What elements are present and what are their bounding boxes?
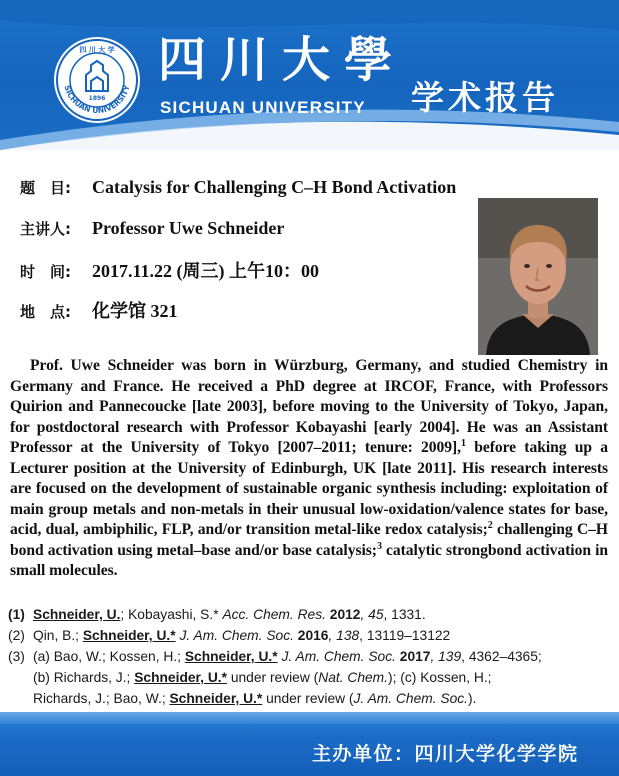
reference-journal: Acc. Chem. Res. [222, 607, 326, 622]
reference-pages: , 1331. [383, 607, 426, 622]
reference-year: 2016 [293, 628, 329, 643]
time-value: 2017.11.22 (周三) 上午10：00 [92, 261, 319, 281]
reference-number: (1) [8, 607, 25, 622]
svg-text:1896: 1896 [88, 95, 106, 102]
reference-volume: , 138 [328, 628, 360, 643]
reference-volume: , 45 [360, 607, 384, 622]
reference-year: 2012 [325, 607, 361, 622]
university-logo [52, 35, 142, 125]
svg-text:SICHUAN UNIVERSITY: SICHUAN UNIVERSITY [62, 84, 132, 116]
speaker-portrait [478, 198, 598, 355]
reference-author: Schneider, U.* [82, 628, 176, 643]
university-name-cn: 四川大學 [158, 32, 407, 88]
speaker-value: Professor Uwe Schneider [92, 218, 285, 238]
reference-author: Schneider, U. [33, 607, 121, 622]
reference-pages: , 4362–4365; [461, 649, 542, 664]
reference-authors-pre: (a) Bao, W.; Kossen, H.; [33, 649, 185, 664]
place-row [20, 297, 178, 323]
place-value: 化学馆 321 [92, 301, 178, 321]
reference-authors-pre: Qin, B.; [33, 628, 83, 643]
event-type-title: 学术报告 [411, 78, 559, 117]
speaker-row [20, 218, 284, 239]
reference-journal: J. Am. Chem. Soc. [353, 691, 469, 706]
talk-title-row [20, 177, 456, 198]
time-label: 时 间: [20, 263, 71, 281]
reference-authors-rest: ; Kobayashi, S.* [120, 607, 223, 622]
reference-part-b [33, 667, 613, 688]
place-label: 地 点: [20, 303, 71, 321]
svg-text:四 川 大 学: 四 川 大 学 [79, 46, 115, 54]
reference-year: 2017 [395, 649, 431, 664]
reference-item [8, 625, 613, 646]
speaker-biography [10, 356, 608, 582]
reference-number: (3) [8, 649, 25, 664]
reference-part-c-start: ); (c) Kossen, H.; [388, 670, 492, 685]
reference-volume: , 139 [430, 649, 462, 664]
speaker-label: 主讲人: [20, 220, 71, 238]
reference-authors-pre: Richards, J.; Bao, W.; [33, 691, 170, 706]
reference-journal: Nat. Chem. [318, 670, 389, 685]
bio-text-4: catalytic strongbond activation in small molecules. [10, 541, 608, 579]
reference-journal: J. Am. Chem. Soc. [277, 649, 396, 664]
university-name-en: SICHUAN UNIVERSITY [160, 98, 366, 117]
reference-item [8, 604, 613, 625]
talk-title-value: Catalysis for Challenging C–H Bond Activation [92, 177, 457, 197]
reference-item [8, 646, 613, 709]
reference-part-a [33, 646, 613, 667]
bio-text-1: Prof. Uwe Schneider was born in Würzburg, Germany, and studied Chemistry in Germany and France. He received a PhD degree at IRCOF, France, with Professors Quirion and Pannecoucke [late 2003], before moving to the University of Tokyo, Japan, for postdoctoral research with Professor Kobayashi [early 2004]. He was an Assistant Professor at the University of Tokyo [2007–2011; tenure: 2009], [10, 357, 608, 456]
reference-author: Schneider, U.* [184, 649, 278, 664]
time-row [20, 257, 319, 283]
reference-author: Schneider, U.* [134, 670, 227, 685]
footer-stripe [0, 712, 619, 724]
reference-part-c [33, 688, 613, 709]
organizer-label: 主办单位：四川大学化学学院 [312, 743, 579, 765]
bio-text-3: challenging C–H bond activation using metal–base and/or base catalysis; [10, 521, 608, 559]
reference-status: under review ( [262, 691, 354, 706]
reference-status: under review ( [226, 670, 319, 685]
reference-end: ). [468, 691, 477, 706]
header-banner [0, 0, 619, 150]
talk-title-label: 题 目: [20, 179, 71, 197]
bio-text-2: before taking up a Lecturer position at the University of Edinburgh, UK [late 2011]. His research interests are focused on the development of sustainable organic synthesis including: exploitation of main group metals and non-metals in their unusual low-oxidation/valence states for base, acid, dual, ambiphilic, FLP, and/or transition metal-like redox catalysis; [10, 439, 608, 538]
footer-banner [0, 712, 619, 776]
speaker-photo [478, 198, 598, 355]
bio-ref-2: 2 [487, 519, 493, 531]
reference-author: Schneider, U.* [169, 691, 263, 706]
reference-number: (2) [8, 628, 25, 643]
reference-authors-pre: (b) Richards, J.; [33, 670, 135, 685]
reference-journal: J. Am. Chem. Soc. [175, 628, 294, 643]
bio-ref-3: 3 [376, 540, 382, 552]
bio-ref-1: 1 [460, 437, 466, 449]
reference-pages: , 13119–13122 [359, 628, 451, 643]
reference-list [8, 604, 613, 709]
